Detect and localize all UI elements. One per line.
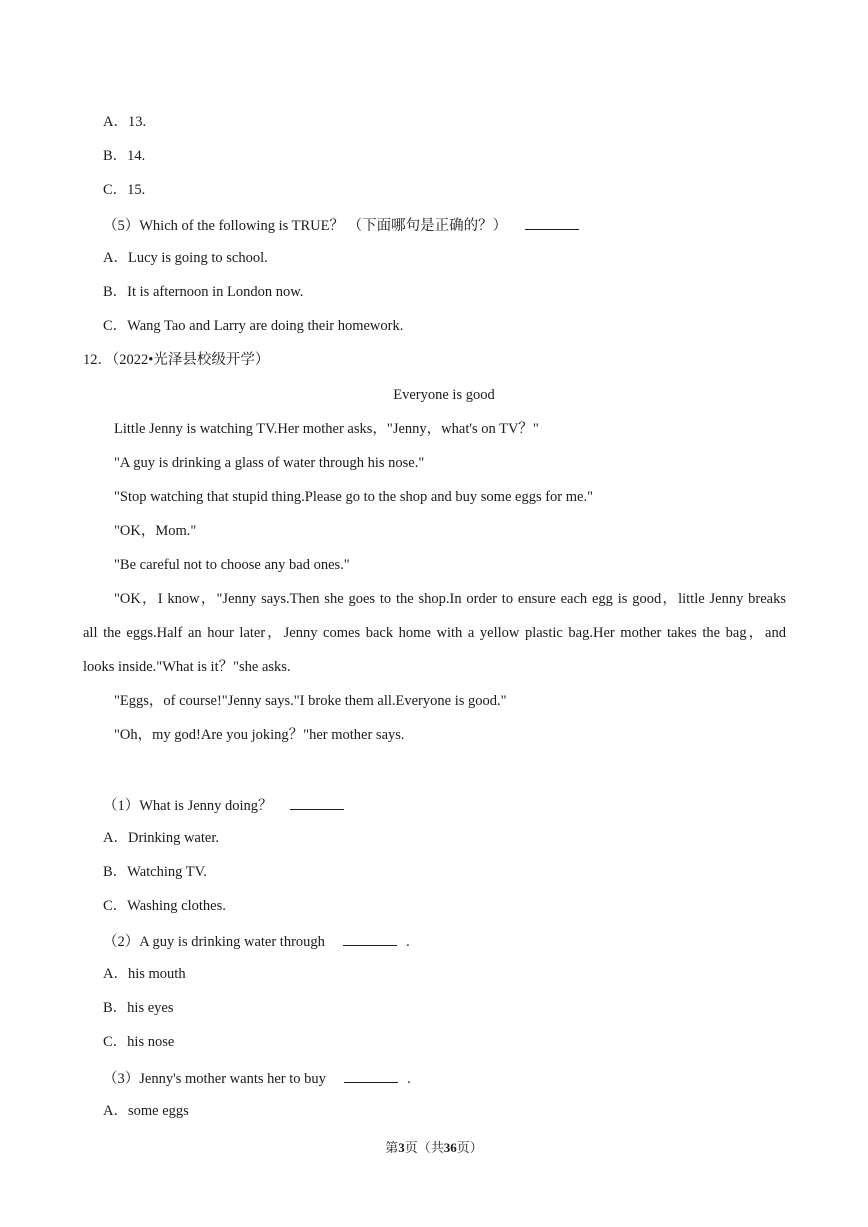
passage-line: "A guy is drinking a glass of water through his nose."	[114, 455, 425, 471]
option-c: C．his nose	[103, 1034, 175, 1050]
option-a: A．Drinking water.	[103, 830, 219, 846]
option-b: B．It is afternoon in London now.	[103, 284, 304, 300]
question-header: 12．（2022•光泽县校级开学）	[83, 352, 270, 368]
answer-blank[interactable]	[343, 931, 397, 946]
question-3	[103, 1068, 411, 1088]
passage-line: "Oh，my god!Are you joking？"her mother says.	[114, 727, 405, 743]
page-footer	[0, 1139, 868, 1157]
page-number: 3	[398, 1140, 405, 1155]
question-suffix: .	[406, 934, 410, 950]
option-b: B．his eyes	[103, 1000, 174, 1016]
passage-line: "Eggs，of course!"Jenny says."I broke them all.Everyone is good."	[114, 693, 507, 709]
question-1	[103, 795, 344, 815]
answer-blank[interactable]	[290, 795, 344, 810]
option-c: C．Washing clothes.	[103, 898, 226, 914]
passage-line: all the eggs.Half an hour later，Jenny comes back home with a yellow plastic bag.Her mother takes the bag，and	[83, 625, 786, 641]
option-b: B．14.	[103, 148, 146, 164]
page-total: 36	[443, 1140, 457, 1155]
option-a: A．13.	[103, 114, 147, 130]
passage-line: "Be careful not to choose any bad ones."	[114, 557, 350, 573]
option-b: B．Watching TV.	[103, 864, 207, 880]
question-text: （2）A guy is drinking water through	[103, 934, 325, 950]
footer-text: 页（共	[404, 1140, 444, 1155]
question-text: （3）Jenny's mother wants her to buy	[103, 1071, 326, 1087]
question-suffix: .	[407, 1071, 411, 1087]
passage-line: looks inside."What is it？"she asks.	[83, 659, 291, 675]
passage-title: Everyone is good	[393, 387, 495, 403]
option-c: C．Wang Tao and Larry are doing their homework.	[103, 318, 404, 334]
question-text: （1）What is Jenny doing？	[103, 798, 273, 814]
option-c: C．15.	[103, 182, 146, 198]
passage-line: "Stop watching that stupid thing.Please go to the shop and buy some eggs for me."	[114, 489, 594, 505]
answer-blank[interactable]	[344, 1068, 398, 1083]
option-a: A．Lucy is going to school.	[103, 250, 268, 266]
option-a: A．his mouth	[103, 966, 186, 982]
passage-line: Little Jenny is watching TV.Her mother asks，"Jenny，what's on TV？"	[114, 421, 539, 437]
question-text: （5）Which of the following is TRUE？ （下面哪句是正确的？）	[103, 218, 508, 234]
question-2	[103, 931, 410, 951]
answer-blank[interactable]	[525, 215, 579, 230]
footer-text: 第	[385, 1140, 399, 1155]
footer-text: 页）	[456, 1140, 483, 1155]
passage-line: "OK，Mom."	[114, 523, 197, 539]
question-5	[103, 215, 579, 235]
passage-line: "OK，I know，"Jenny says.Then she goes to the shop.In order to ensure each egg is good，little Jenny breaks	[114, 591, 786, 607]
option-a: A．some eggs	[103, 1103, 189, 1119]
